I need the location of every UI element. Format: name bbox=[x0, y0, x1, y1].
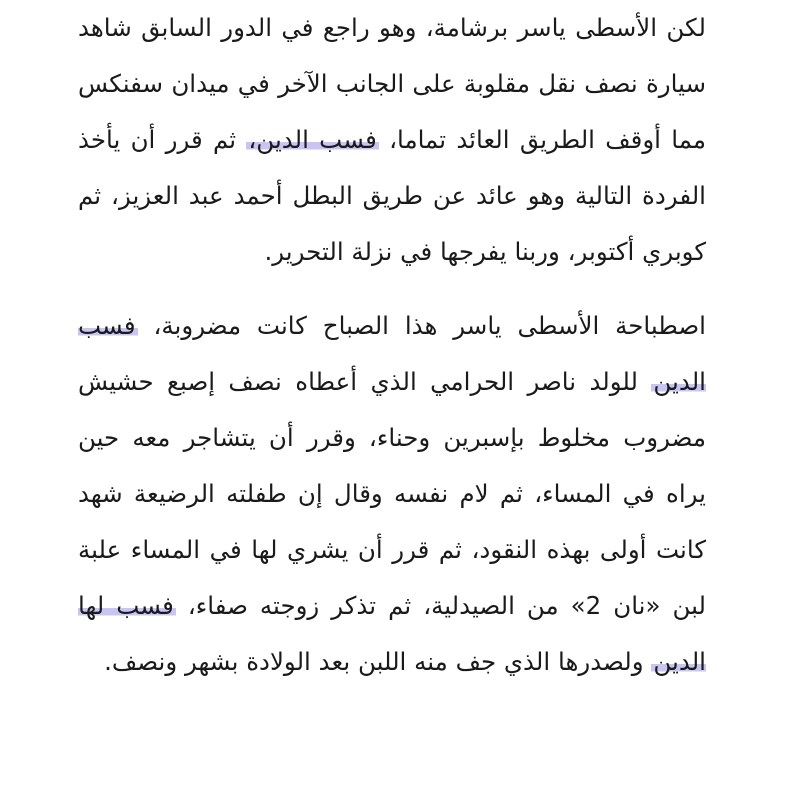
paragraph-2 bbox=[78, 298, 706, 690]
highlight-3[interactable]: فسب لها الدين bbox=[78, 591, 706, 676]
paragraph-2-text-b: للولد ناصر الحرامي الذي أعطاه نصف إصبع حشيش مضروب مخلوط بإسبرين وحناء، وقرر أن يتشاجر معه حين يراه في المساء، ثم لام نفسه وقال إن طفلته الرضيعة شهد كانت أولى بهذه النقود، ثم قرر أن يشري لها في المساء علبة لبن «نان 2» من الصيدلية، ثم تذكر زوجته صفاء، bbox=[78, 367, 706, 620]
paragraph-1 bbox=[78, 0, 706, 280]
highlight-2[interactable]: فسب الدين bbox=[78, 311, 706, 396]
paragraph-1-text-a: لكن الأسطى ياسر برشامة، وهو راجع في الدور السابق شاهد سيارة نصف نقل مقلوبة على الجانب الآخر في ميدان سفنكس مما أوقف الطريق العائد تماما، bbox=[78, 13, 706, 154]
paragraph-1-text-b: ثم قرر أن يأخذ الفردة التالية وهو عائد عن طريق البطل أحمد عبد العزيز، ثم كوبري أكتوبر، وربنا يفرجها في نزلة التحرير. bbox=[78, 125, 706, 266]
highlight-1[interactable]: فسب الدين، bbox=[248, 125, 377, 154]
paragraph-2-text-a: اصطباحة الأسطى ياسر هذا الصباح كانت مضروبة، bbox=[137, 311, 706, 340]
document-page bbox=[78, 0, 706, 690]
paragraph-2-text-c: ولصدرها الذي جف منه اللبن بعد الولادة بشهر ونصف. bbox=[104, 647, 652, 676]
